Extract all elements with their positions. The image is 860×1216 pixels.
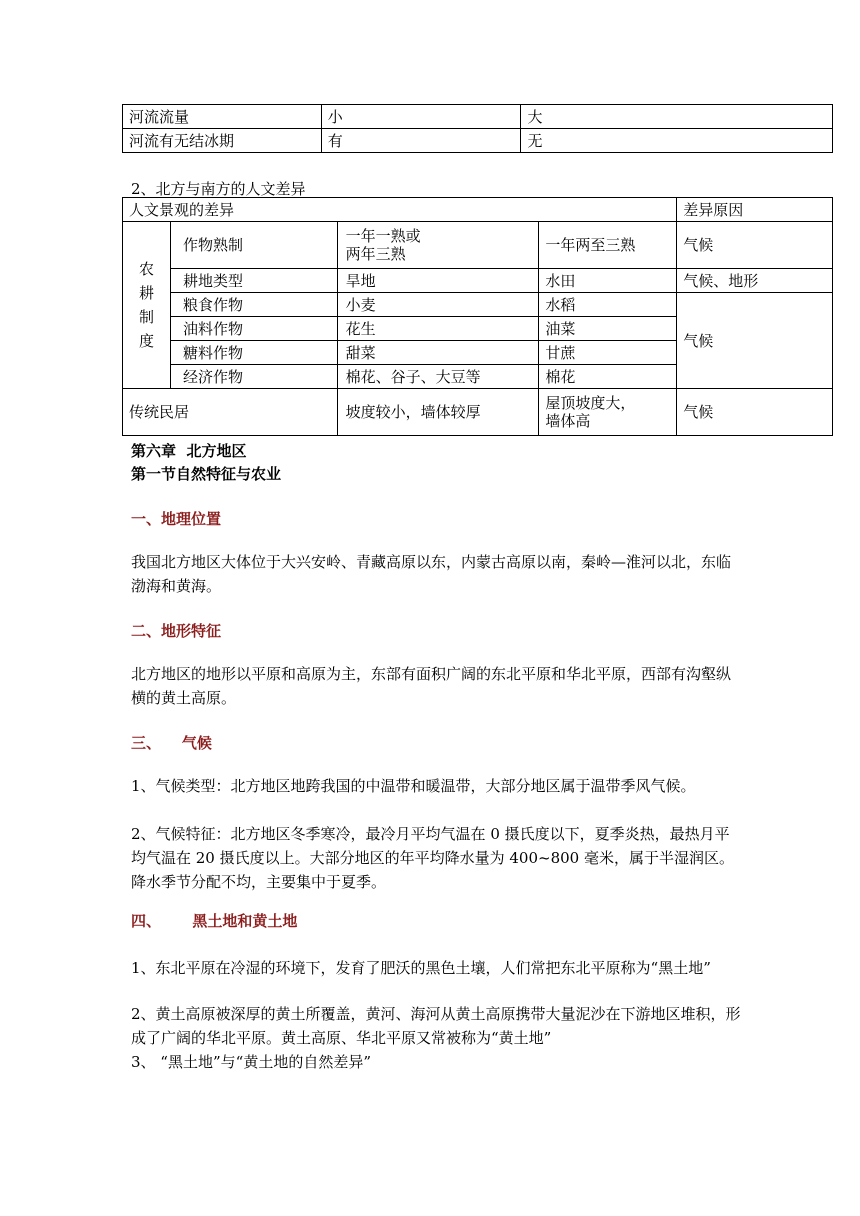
table-row xyxy=(123,269,833,293)
table-cell: 河流有无结冰期 xyxy=(123,129,322,153)
table-cell: 耕地类型 xyxy=(170,269,337,293)
table-cell: 油料作物 xyxy=(170,317,337,341)
table-cell: 甘蔗 xyxy=(539,341,677,365)
table-cell: 一年两至三熟 xyxy=(539,222,677,269)
table-row xyxy=(123,389,833,436)
table-cell: 河流流量 xyxy=(123,105,322,129)
table-cell: 经济作物 xyxy=(170,365,337,389)
table-cell: 小 xyxy=(321,105,521,129)
heading-black-yellow-land: 四、 黑土地和黄土地 xyxy=(131,912,298,930)
table-cell: 坡度较小，墙体较厚 xyxy=(337,389,539,436)
table-cell: 大 xyxy=(521,105,833,129)
table-cell: 气候、地形 xyxy=(677,269,833,293)
table-cell: 油菜 xyxy=(539,317,677,341)
paragraph-natural-difference: 3、 “黑土地”与“黄土地的自然差异” xyxy=(131,1053,371,1071)
human-landscape-table xyxy=(122,197,833,436)
table-row xyxy=(123,222,833,269)
table-cell: 水稻 xyxy=(539,293,677,317)
paragraph-geographic-location: 我国北方地区大体位于大兴安岭、青藏高原以东，内蒙古高原以南，秦岭—淮河以北，东临渤海和黄海。 xyxy=(131,553,732,595)
table-header-row xyxy=(123,198,833,222)
paragraph-yellow-land: 2、黄土高原被深厚的黄土所覆盖，黄河、海河从黄土高原携带大量泥沙在下游地区堆积，形成了广阔的华北平原。黄土高原、华北平原又常被称为“黄土地” xyxy=(131,1005,741,1047)
heading-geographic-location: 一、地理位置 xyxy=(131,510,222,528)
table-cell: 糖料作物 xyxy=(170,341,337,365)
table-cell: 水田 xyxy=(539,269,677,293)
table-cell: 一年一熟或 两年三熟 xyxy=(337,222,539,269)
table-cell: 气候 xyxy=(677,222,833,269)
table-cell: 传统民居 xyxy=(123,389,338,436)
table-cell: 小麦 xyxy=(337,293,539,317)
table-cell: 棉花、谷子、大豆等 xyxy=(337,365,539,389)
table-row xyxy=(123,293,833,317)
table-cell: 花生 xyxy=(337,317,539,341)
table-cell: 气候 xyxy=(677,389,833,436)
table-cell: 有 xyxy=(321,129,521,153)
paragraph-terrain: 北方地区的地形以平原和高原为主，东部有面积广阔的东北平原和华北平原，西部有沟壑纵横的黄土高原。 xyxy=(131,665,732,707)
merged-reason-cell: 气候 xyxy=(677,293,833,389)
table-cell: 无 xyxy=(521,129,833,153)
header-landscape-diff: 人文景观的差异 xyxy=(123,198,677,222)
table-cell: 棉花 xyxy=(539,365,677,389)
table-cell: 甜菜 xyxy=(337,341,539,365)
table-row xyxy=(123,129,833,153)
paragraph-black-land: 1、东北平原在冷湿的环境下，发育了肥沃的黑色土壤，人们常把东北平原称为“黑土地” xyxy=(131,959,711,977)
table-cell: 粮食作物 xyxy=(170,293,337,317)
heading-climate: 三、 气候 xyxy=(131,734,212,752)
header-reason: 差异原因 xyxy=(677,198,833,222)
heading-terrain: 二、地形特征 xyxy=(131,622,222,640)
table-cell: 屋顶坡度大， 墙体高 xyxy=(539,389,677,436)
section-2-title: 2、北方与南方的人文差异 xyxy=(131,180,306,198)
group-label-farming-system: 农 耕 制 度 xyxy=(123,222,171,389)
table-row xyxy=(123,105,833,129)
table-cell: 作物熟制 xyxy=(170,222,337,269)
section-title: 第一节自然特征与农业 xyxy=(131,465,282,483)
chapter-title: 第六章 北方地区 xyxy=(131,442,247,460)
river-comparison-table xyxy=(122,104,833,153)
table-cell: 旱地 xyxy=(337,269,539,293)
paragraph-climate-type: 1、气候类型：北方地区地跨我国的中温带和暖温带，大部分地区属于温带季风气候。 xyxy=(131,777,696,795)
paragraph-climate-features: 2、气候特征：北方地区冬季寒冷，最冷月平均气温在 0 摄氏度以下，夏季炎热，最热月平均气温在 20 摄氏度以上。大部分地区的年平均降水量为 400~800 毫米，属于半湿润区。降水季节分配不均，主要集中于夏季。 xyxy=(131,825,734,891)
